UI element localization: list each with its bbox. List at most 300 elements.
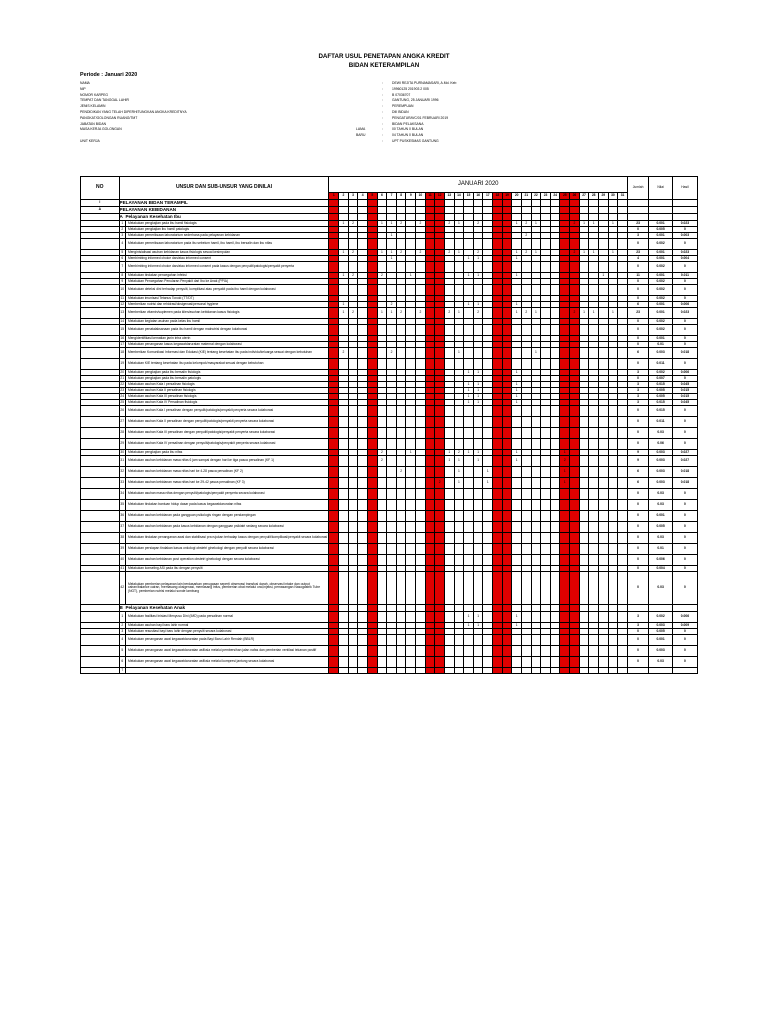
header-nilai: Nilai xyxy=(649,177,673,200)
day-cell: 1 xyxy=(512,612,522,623)
day-cell xyxy=(598,439,608,450)
day-cell xyxy=(396,417,406,428)
row-nilai: 0.003 xyxy=(649,478,673,489)
row-description: Melakukan tindakan pencegahan infeksi xyxy=(125,273,329,279)
day-cell xyxy=(541,456,551,467)
row-number: 20 xyxy=(120,369,125,374)
day-cell xyxy=(579,406,589,417)
day-cell xyxy=(550,239,560,250)
day-cell xyxy=(502,325,512,336)
blank-cell xyxy=(81,605,120,612)
day-cell xyxy=(589,262,599,273)
day-cell xyxy=(570,359,580,370)
day-cell xyxy=(377,359,387,370)
day-cell xyxy=(435,285,445,296)
day-cell xyxy=(521,200,531,207)
day-cell: 1 xyxy=(531,250,541,256)
row-number: 42 xyxy=(119,572,125,605)
day-cell xyxy=(502,308,512,319)
day-cell xyxy=(512,214,522,221)
day-cell: 1 xyxy=(608,308,618,319)
row-spacer xyxy=(81,646,120,657)
day-cell xyxy=(589,428,599,439)
row-number: 35 xyxy=(119,500,125,511)
day-cell xyxy=(521,406,531,417)
day-cell xyxy=(416,489,426,500)
day-header-11: 11 xyxy=(425,193,435,200)
row-nilai: 0.006 xyxy=(649,555,673,566)
day-cell xyxy=(608,555,618,566)
row-hasil: 0.023 xyxy=(672,308,697,319)
day-header-21: 21 xyxy=(521,193,531,200)
day-cell xyxy=(358,348,368,359)
day-cell xyxy=(425,417,435,428)
day-cell xyxy=(473,207,483,214)
day-cell xyxy=(444,200,454,207)
day-cell xyxy=(444,478,454,489)
blank-cell xyxy=(649,214,673,221)
day-cell: 1 xyxy=(339,302,349,308)
day-cell xyxy=(406,657,416,668)
day-cell xyxy=(367,533,377,544)
day-cell xyxy=(358,533,368,544)
day-cell xyxy=(493,348,503,359)
day-cell xyxy=(589,511,599,522)
day-cell xyxy=(396,239,406,250)
info-colon: : xyxy=(382,104,383,109)
day-cell xyxy=(435,406,445,417)
day-header-22: 22 xyxy=(531,193,541,200)
day-cell: 2 xyxy=(396,308,406,319)
row-spacer xyxy=(81,572,120,605)
day-cell xyxy=(416,428,426,439)
table-row xyxy=(81,359,698,370)
day-cell xyxy=(531,612,541,623)
day-header-4: 4 xyxy=(358,193,368,200)
day-cell xyxy=(541,214,551,221)
info-colon: : xyxy=(382,92,383,97)
day-cell xyxy=(483,572,493,605)
day-cell xyxy=(512,348,522,359)
day-cell xyxy=(570,646,580,657)
day-cell xyxy=(387,612,397,623)
day-header-16: 16 xyxy=(473,193,483,200)
day-cell xyxy=(473,439,483,450)
row-description: Menginisialisasi asuhan kebidanan kasus fisiologis sesuai kesimpulan xyxy=(125,250,329,256)
day-cell xyxy=(541,439,551,450)
row-description: Melakukan asuhan Kala IV Persalinan fisiologis xyxy=(125,400,329,406)
day-cell xyxy=(339,478,349,489)
day-cell xyxy=(618,555,628,566)
section-label: PELAYANAN KEBIDANAN xyxy=(119,207,177,213)
day-cell xyxy=(493,285,503,296)
day-cell xyxy=(367,325,377,336)
day-cell xyxy=(425,456,435,467)
day-cell xyxy=(416,668,426,674)
day-cell: 1 xyxy=(473,302,483,308)
day-cell xyxy=(618,325,628,336)
day-cell xyxy=(512,417,522,428)
day-cell: 2 xyxy=(521,250,531,256)
day-cell xyxy=(348,406,358,417)
day-cell: 1 xyxy=(579,250,589,256)
day-cell xyxy=(608,406,618,417)
row-spacer xyxy=(81,325,120,336)
day-cell xyxy=(367,522,377,533)
header-jumlah: Jumlah xyxy=(627,177,648,200)
day-cell xyxy=(358,359,368,370)
day-cell xyxy=(416,612,426,623)
day-cell xyxy=(608,428,618,439)
day-cell xyxy=(512,555,522,566)
day-cell xyxy=(570,428,580,439)
day-cell xyxy=(339,511,349,522)
day-header-30: 30 xyxy=(608,193,618,200)
blank-cell xyxy=(627,207,648,214)
row-number: 33 xyxy=(119,478,125,489)
day-cell xyxy=(473,417,483,428)
row-nilai: 0.002 xyxy=(649,262,673,273)
day-header-9: 9 xyxy=(406,193,416,200)
day-cell: 1 xyxy=(512,302,522,308)
day-cell xyxy=(377,467,387,478)
day-cell xyxy=(339,646,349,657)
row-description: Melakukan pengkajian pada ibu bersalin patologis xyxy=(125,376,329,382)
day-cell xyxy=(406,348,416,359)
day-cell: 2 xyxy=(444,250,454,256)
day-cell xyxy=(618,572,628,605)
day-cell xyxy=(608,239,618,250)
day-cell xyxy=(444,467,454,478)
day-cell: 1 xyxy=(406,450,416,456)
day-cell xyxy=(444,612,454,623)
day-cell xyxy=(560,605,570,612)
day-cell xyxy=(589,359,599,370)
row-nilai: 0.001 xyxy=(649,511,673,522)
day-cell xyxy=(377,657,387,668)
day-cell xyxy=(435,348,445,359)
day-cell xyxy=(444,285,454,296)
day-cell xyxy=(589,207,599,214)
day-cell xyxy=(521,489,531,500)
day-cell xyxy=(377,239,387,250)
row-hasil: 0 xyxy=(672,544,697,555)
day-cell xyxy=(358,214,368,221)
day-cell xyxy=(425,439,435,450)
day-cell xyxy=(579,214,589,221)
day-cell xyxy=(570,657,580,668)
day-cell xyxy=(560,417,570,428)
day-header-13: 13 xyxy=(444,193,454,200)
row-number: 10 xyxy=(119,285,125,296)
day-cell xyxy=(531,285,541,296)
day-cell xyxy=(473,325,483,336)
day-cell xyxy=(589,439,599,450)
row-hasil: 0 xyxy=(672,417,697,428)
day-cell xyxy=(550,668,560,674)
day-cell xyxy=(541,668,551,674)
day-cell xyxy=(618,285,628,296)
info-colon: : xyxy=(382,109,383,114)
day-cell xyxy=(444,511,454,522)
day-cell xyxy=(358,417,368,428)
day-cell xyxy=(396,478,406,489)
day-cell xyxy=(329,544,339,555)
day-cell xyxy=(570,478,580,489)
day-cell: 1 xyxy=(473,256,483,262)
day-cell xyxy=(473,522,483,533)
row-spacer xyxy=(81,417,120,428)
day-cell xyxy=(550,439,560,450)
day-cell xyxy=(444,500,454,511)
day-cell: 1 xyxy=(531,348,541,359)
day-cell xyxy=(570,467,580,478)
day-cell xyxy=(464,439,474,450)
day-cell xyxy=(425,635,435,646)
day-cell xyxy=(425,285,435,296)
day-cell xyxy=(348,646,358,657)
day-cell xyxy=(608,214,618,221)
day-cell xyxy=(483,417,493,428)
row-hasil: 0 xyxy=(672,533,697,544)
day-cell xyxy=(367,668,377,674)
row-number: 6 xyxy=(119,657,125,668)
day-cell xyxy=(502,500,512,511)
row-hasil: 0.027 xyxy=(672,456,697,467)
day-header-27: 27 xyxy=(579,193,589,200)
day-cell xyxy=(598,635,608,646)
day-cell xyxy=(618,635,628,646)
day-cell xyxy=(541,635,551,646)
day-header-29: 29 xyxy=(598,193,608,200)
section-number: I xyxy=(81,200,120,207)
row-spacer xyxy=(81,555,120,566)
day-cell: 1 xyxy=(512,400,522,406)
day-cell xyxy=(406,572,416,605)
day-cell xyxy=(406,456,416,467)
day-cell xyxy=(560,308,570,319)
row-hasil: 0.018 xyxy=(672,467,697,478)
day-cell xyxy=(521,544,531,555)
day-cell xyxy=(396,456,406,467)
day-cell xyxy=(367,657,377,668)
row-spacer xyxy=(81,668,120,674)
table-row xyxy=(81,325,698,336)
day-cell xyxy=(579,572,589,605)
row-number: 3 xyxy=(119,233,125,239)
day-cell xyxy=(541,200,551,207)
row-description: Melakukan fasilitasi Inisiasi Menyusu Dini (IMD) pada persalinan normal xyxy=(125,612,329,623)
row-nilai: 0.011 xyxy=(649,359,673,370)
day-cell xyxy=(579,500,589,511)
day-cell xyxy=(358,668,368,674)
day-cell xyxy=(444,555,454,566)
day-cell xyxy=(339,200,349,207)
day-cell xyxy=(541,308,551,319)
info-label: TEMPAT DAN TANGGAL LAHIR xyxy=(80,98,129,103)
day-cell xyxy=(454,522,464,533)
day-cell: 1 xyxy=(598,273,608,279)
day-cell xyxy=(550,456,560,467)
day-cell xyxy=(464,668,474,674)
day-cell xyxy=(618,428,628,439)
day-cell xyxy=(618,500,628,511)
day-cell xyxy=(416,348,426,359)
day-cell xyxy=(348,207,358,214)
day-cell xyxy=(444,325,454,336)
day-cell xyxy=(396,511,406,522)
day-cell xyxy=(579,657,589,668)
day-cell xyxy=(512,207,522,214)
day-cell xyxy=(550,500,560,511)
row-jumlah: 0 xyxy=(627,417,648,428)
day-cell xyxy=(598,478,608,489)
day-cell xyxy=(541,612,551,623)
row-jumlah: 0 xyxy=(627,285,648,296)
row-description: Melakukan pemeriksaan laboratorium pada ibu sebelum hamil, ibu hamil, ibu bersalin dan ibu nifas xyxy=(125,239,329,250)
day-cell xyxy=(598,348,608,359)
section-number: A xyxy=(81,207,120,214)
row-jumlah: 6 xyxy=(627,478,648,489)
day-cell xyxy=(473,285,483,296)
day-cell xyxy=(339,239,349,250)
day-cell xyxy=(367,467,377,478)
day-cell xyxy=(579,555,589,566)
row-spacer xyxy=(81,359,120,370)
day-cell xyxy=(339,406,349,417)
day-cell: 1 xyxy=(377,221,387,227)
day-cell xyxy=(454,544,464,555)
day-cell xyxy=(444,417,454,428)
day-cell xyxy=(348,262,358,273)
identity-info xyxy=(80,81,600,145)
day-cell xyxy=(502,359,512,370)
day-cell xyxy=(550,612,560,623)
row-nilai: 0.001 xyxy=(649,250,673,256)
row-number: 7 xyxy=(119,668,125,674)
day-cell xyxy=(512,262,522,273)
row-description: Melakukan asuhan kebidanan pada gangguan psikologis ringan dengan pendampingan xyxy=(125,511,329,522)
day-cell xyxy=(396,406,406,417)
day-cell xyxy=(589,635,599,646)
day-cell xyxy=(550,285,560,296)
row-hasil: 0 xyxy=(672,657,697,668)
day-cell xyxy=(579,544,589,555)
row-hasil: 0 xyxy=(672,511,697,522)
row-description: Memberikan vitamin/suplemen pada klien/asuhan kebidanan kasus fisiologis xyxy=(125,308,329,319)
day-cell xyxy=(367,359,377,370)
day-cell: 1 xyxy=(512,382,522,388)
day-cell xyxy=(435,239,445,250)
day-cell xyxy=(329,207,339,214)
row-description: Membimbing informed choice dan/atau informed consent xyxy=(125,256,329,262)
day-cell xyxy=(531,406,541,417)
day-cell xyxy=(550,214,560,221)
day-cell xyxy=(377,348,387,359)
day-cell xyxy=(406,214,416,221)
day-cell xyxy=(367,544,377,555)
row-nilai: 0.001 xyxy=(649,308,673,319)
day-cell xyxy=(406,668,416,674)
day-cell xyxy=(435,605,445,612)
day-cell xyxy=(396,207,406,214)
day-cell xyxy=(579,467,589,478)
row-spacer xyxy=(81,489,120,500)
section-label-cell xyxy=(119,605,329,612)
day-cell xyxy=(618,533,628,544)
day-cell xyxy=(550,207,560,214)
day-cell xyxy=(483,612,493,623)
day-cell: 1 xyxy=(454,467,464,478)
row-nilai: 0.015 xyxy=(649,406,673,417)
day-cell xyxy=(483,635,493,646)
row-description: Melakukan asuhan Kala I persalinan dengan penyulit/patologis/penyakit penyerta secara kolaborasi xyxy=(125,406,329,417)
day-cell xyxy=(406,533,416,544)
day-cell xyxy=(579,207,589,214)
day-cell xyxy=(483,308,493,319)
day-cell: 1 xyxy=(608,221,618,227)
table-row xyxy=(81,467,698,478)
day-cell: 2 xyxy=(473,221,483,227)
day-cell xyxy=(348,359,358,370)
row-nilai: 0.004 xyxy=(649,566,673,572)
day-cell xyxy=(493,406,503,417)
day-header-20: 20 xyxy=(512,193,522,200)
day-cell xyxy=(377,555,387,566)
day-cell xyxy=(531,533,541,544)
day-cell xyxy=(502,544,512,555)
day-cell xyxy=(348,428,358,439)
period-label: Periode : Januari 2020 xyxy=(80,72,138,78)
row-number: 15 xyxy=(119,325,125,336)
day-cell xyxy=(464,200,474,207)
day-cell xyxy=(329,635,339,646)
day-cell xyxy=(339,605,349,612)
day-cell xyxy=(406,428,416,439)
day-cell xyxy=(512,657,522,668)
row-number: 2 xyxy=(119,623,125,629)
day-cell xyxy=(570,456,580,467)
row-nilai: 0.005 xyxy=(649,388,673,394)
day-cell xyxy=(416,262,426,273)
day-cell xyxy=(367,348,377,359)
day-cell xyxy=(329,478,339,489)
day-cell: 1 xyxy=(512,273,522,279)
day-cell xyxy=(329,555,339,566)
day-cell xyxy=(339,522,349,533)
day-cell: 1 xyxy=(473,370,483,376)
day-cell xyxy=(483,489,493,500)
blank-cell xyxy=(627,605,648,612)
row-description: Melakukan penanganan awal kegawatdaruratan asfiksia melalui pembersihan jalan nafas dan pemberian ventilasi tekanan positif xyxy=(125,646,329,657)
day-cell xyxy=(608,668,618,674)
day-cell xyxy=(502,668,512,674)
day-cell xyxy=(531,200,541,207)
day-cell xyxy=(493,262,503,273)
day-cell xyxy=(367,555,377,566)
day-cell xyxy=(387,359,397,370)
day-cell xyxy=(579,635,589,646)
table-row xyxy=(81,612,698,623)
day-cell xyxy=(435,439,445,450)
day-cell xyxy=(483,511,493,522)
day-cell xyxy=(444,572,454,605)
day-cell: 1 xyxy=(608,250,618,256)
day-cell xyxy=(589,325,599,336)
day-cell xyxy=(521,612,531,623)
day-cell xyxy=(589,522,599,533)
day-cell xyxy=(589,467,599,478)
